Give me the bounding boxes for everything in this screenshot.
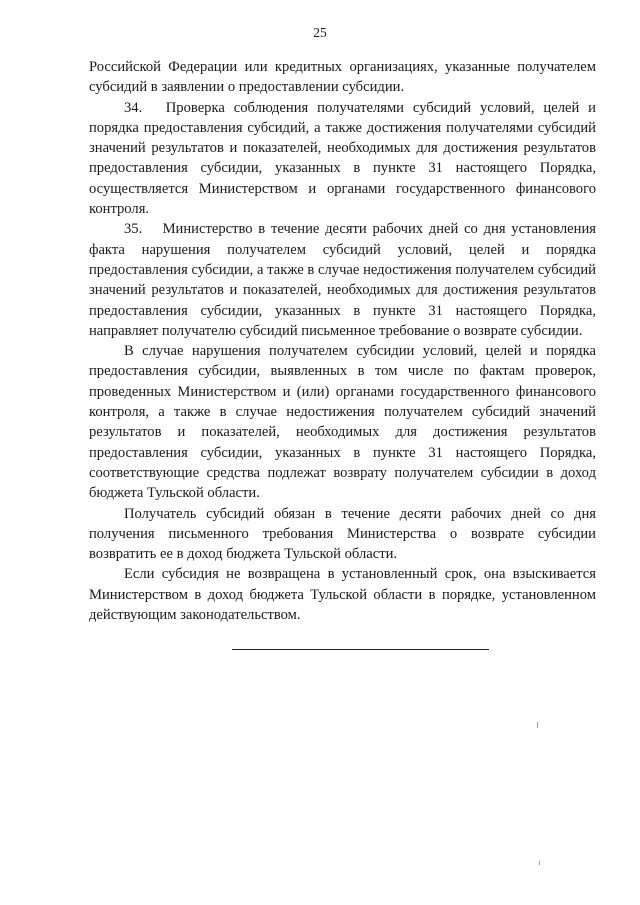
paragraph-35: 35. Министерство в течение десяти рабочих дней со дня установления факта нарушения получателем субсидий условий, целей и порядка предоставления субсидии, а также в случае недостижения получателем субсидий значений результатов и показателей, необходимых для достижения результатов предоставления субсидии, указанных в пункте 31 настоящего Порядка, направляет получателю субсидий письменное требование о возврате субсидии.	[89, 221, 596, 339]
page-number: 25	[313, 25, 327, 40]
scan-mark	[537, 722, 538, 728]
paragraph-continuation: Российской Федерации или кредитных организациях, указанные получателем субсидий в заявлении о предоставлении субсидии.	[89, 59, 596, 96]
paragraph-return-obligation: Получатель субсидий обязан в течение десяти рабочих дней со дня получения письменного требования Министерства о возврате субсидии возвратить ее в доход бюджета Тульской области.	[89, 505, 596, 563]
document-body	[89, 57, 596, 625]
paragraph-recovery: Если субсидия не возвращена в установленный срок, она взыскивается Министерством в доход бюджета Тульской области в порядке, установленном действующим законодательством.	[89, 566, 596, 624]
paragraph-34: 34. Проверка соблюдения получателями субсидий условий, целей и порядка предоставления субсидий, а также достижения получателями субсидий значений результатов и показателей, необходимых для достижения результатов предоставления субсидии, указанных в пункте 31 настоящего Порядка, осуществляется Министерством и органами государственного финансового контроля.	[89, 99, 596, 218]
closing-divider-line	[232, 649, 489, 650]
paragraph-violation: В случае нарушения получателем субсидии условий, целей и порядка предоставления субсидии, выявленных в том числе по фактам проверок, проведенных Министерством и (или) органами государственного финансового контроля, а также в случае недостижения получателем субсидий значений результатов и показателей, необходимых для достижения результатов предоставления субсидии, указанных в пункте 31 настоящего Порядка, соответствующие средства подлежат возврату получателем субсидии в доход бюджета Тульской области.	[89, 343, 596, 502]
scan-mark	[539, 861, 540, 865]
